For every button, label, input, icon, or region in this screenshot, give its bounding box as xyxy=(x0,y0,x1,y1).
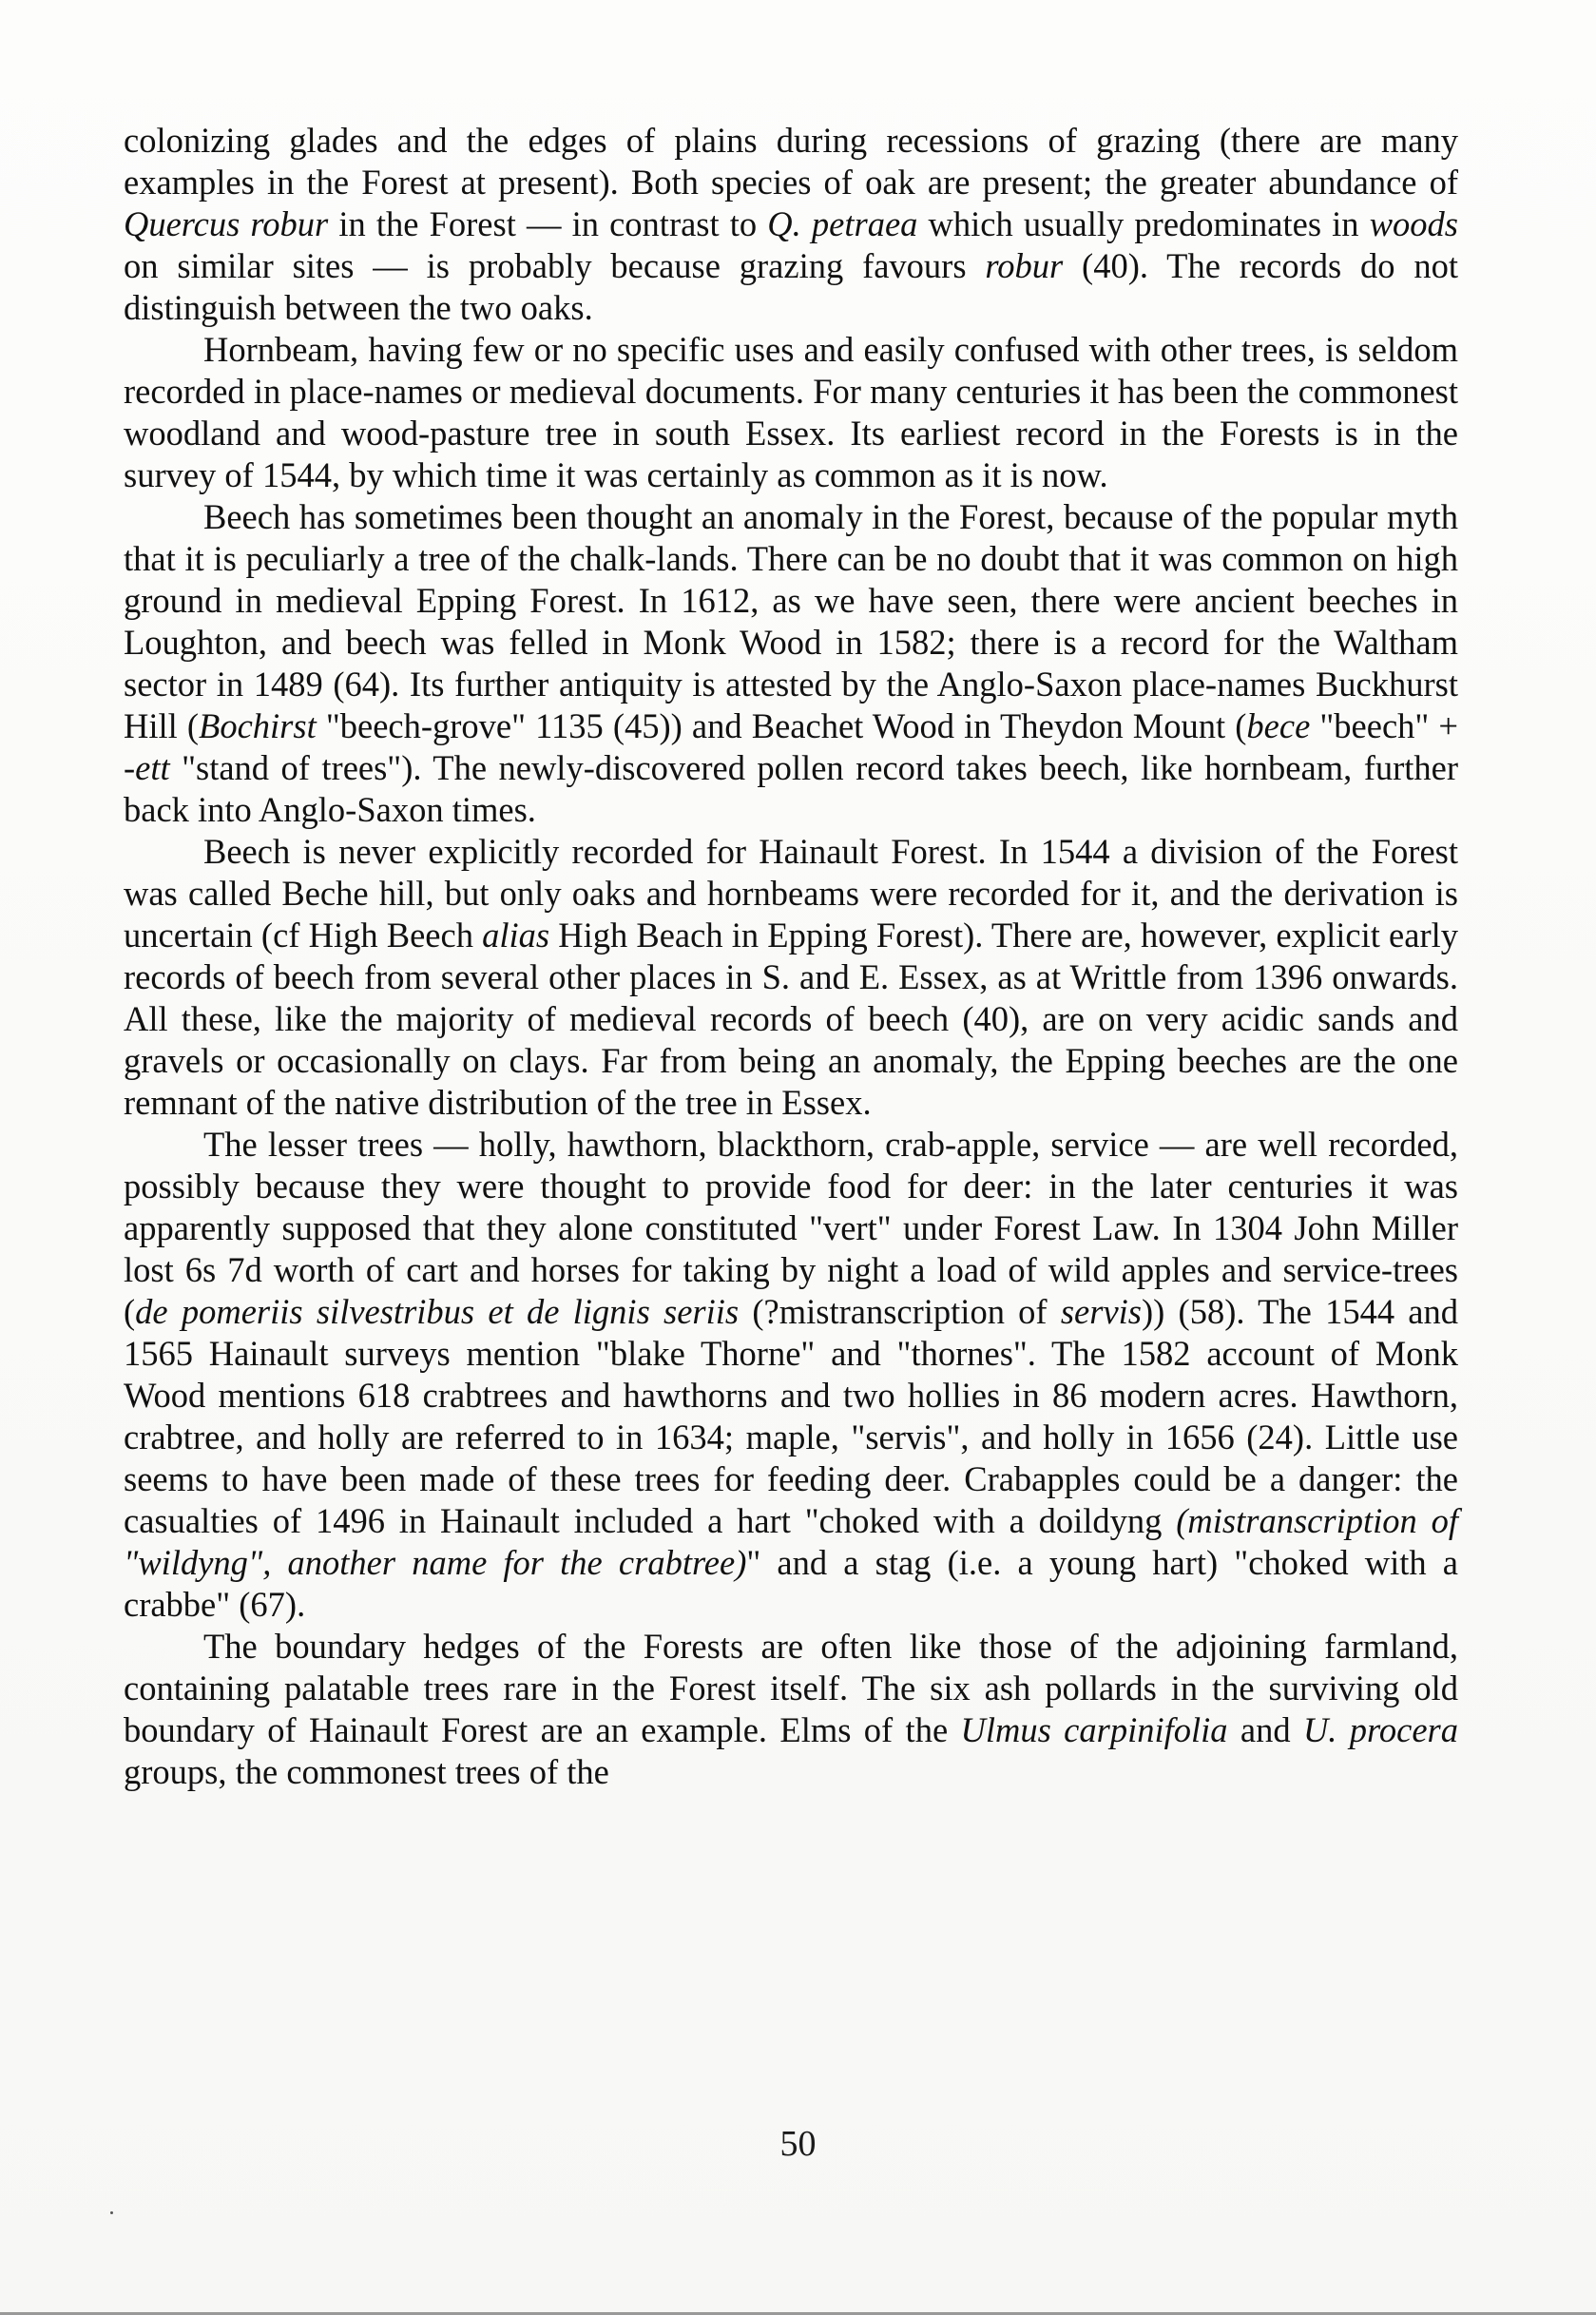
italic-text: de pomeriis silvestribus et de lignis seriis xyxy=(135,1292,740,1331)
italic-text: servis xyxy=(1060,1292,1142,1331)
italic-text: woods xyxy=(1369,204,1458,243)
text-run: Beech has sometimes been thought an anomaly in the Forest, because of the popular myth that it is peculiarly a tree of the chalk-lands. There can be no doubt that it was common on high ground in medieval Epping Forest. In 1612, as we have seen, there were ancient beeches in Loughton, and beech was felled in Monk Wood in 1582; there is a record for the Waltham sector in 1489 (64). Its further antiquity is attested by the Anglo-Saxon place-names Buckhurst Hill ( xyxy=(124,497,1458,745)
italic-text: Quercus robur xyxy=(124,204,329,243)
text-run: "beech-grove" 1135 (45)) and Beachet Wood in Theydon Mount ( xyxy=(316,706,1247,745)
body-text xyxy=(124,120,1458,1793)
page-number: 50 xyxy=(779,2124,817,2164)
italic-text: Bochirst xyxy=(199,706,317,745)
text-run: colonizing glades and the edges of plains during recessions of grazing (there are many examples in the Forest at present). Both species of oak are present; the greater abundance of xyxy=(124,121,1458,202)
text-run: "beech" + xyxy=(1310,706,1458,745)
text-run: Beech is never explicitly recorded for Hainault Forest. In 1544 a division of the Forest was called Beche hill, but only oaks and hornbeams were recorded for it, and the derivation is uncertain (cf High Beech xyxy=(124,832,1458,955)
italic-text: alias xyxy=(482,916,550,955)
italic-text: (mistranscription of "wildyng", another name for the crabtree) xyxy=(124,1501,1458,1582)
paragraph-lesser-trees xyxy=(124,1124,1458,1626)
text-run: The lesser trees — holly, hawthorn, blackthorn, crab-apple, service — are well recorded, possibly because they were thought to provide food for deer: in the later centuries it was apparently supposed that they alone constituted "vert" under Forest Law. In 1304 John Miller lost 6s 7d worth of cart and horses for taking by night a load of wild apples and service-trees ( xyxy=(124,1125,1458,1331)
italic-text: U. procera xyxy=(1302,1710,1458,1749)
paragraph-oaks xyxy=(124,120,1458,329)
text-run: "stand of trees"). The newly-discovered pollen record takes beech, like hornbeam, further back into Anglo-Saxon times. xyxy=(124,748,1458,829)
text-run: " and a stag (i.e. a young hart) "choked with a crabbe" (67). xyxy=(124,1543,1458,1624)
text-run: which usually predominates in xyxy=(917,204,1370,243)
italic-text: bece xyxy=(1246,706,1311,745)
paragraph-boundary-hedges xyxy=(124,1626,1458,1793)
paper-speck xyxy=(110,2211,113,2214)
text-run: in the Forest — in contrast to xyxy=(328,204,768,243)
text-run: and xyxy=(1227,1710,1303,1749)
text-run: on similar sites — is probably because grazing favours xyxy=(124,246,986,285)
text-run: (40). The records do not distinguish between the two oaks. xyxy=(124,246,1459,327)
paragraph-beech-epping xyxy=(124,496,1458,831)
text-run: The boundary hedges of the Forests are often like those of the adjoining farmland, containing palatable trees rare in the Forest itself. The six ash pollards in the surviving old boundary of Hainault Forest are an example. Elms of the xyxy=(124,1627,1458,1749)
italic-text: Ulmus carpinifolia xyxy=(960,1710,1228,1749)
paragraph-hornbeam xyxy=(124,329,1458,496)
text-run: )) (58). The 1544 and 1565 Hainault surveys mention "blake Thorne" and "thornes". The 1582 account of Monk Wood mentions 618 crabtrees and hawthorns and two hollies in 86 modern acres. Hawthorn, crabtree, and holly are referred to in 1634; maple, "servis", and holly in 1656 (24). Little use seems to have been made of these trees for feeding deer. Crabapples could be a danger: the casualties of 1496 in Hainault included a hart "choked with a doildyng xyxy=(124,1292,1459,1540)
text-run: High Beach in Epping Forest). There are, however, explicit early records of beech from several other places in S. and E. Essex, as at Writtle from 1396 onwards. All these, like the majority of medieval records of beech (40), are on very acidic sands and gravels or occasionally on clays. Far from being an anomaly, the Epping beeches are the one remnant of the native distribution of the tree in Essex. xyxy=(124,916,1458,1122)
italic-text: Q. petraea xyxy=(767,204,918,243)
text-run: Hornbeam, having few or no specific uses and easily confused with other trees, is seldom recorded in place-names or medieval documents. For many centuries it has been the commonest woodland and wood-pasture tree in south Essex. Its earliest record in the Forests is in the survey of 1544, by which time it was certainly as common as it is now. xyxy=(124,330,1458,494)
italic-text: -ett xyxy=(124,748,170,787)
italic-text: robur xyxy=(985,246,1064,285)
text-run: (?mistranscription of xyxy=(739,1292,1061,1331)
text-run: groups, the commonest trees of the xyxy=(124,1752,609,1791)
paragraph-beech-hainault xyxy=(124,831,1458,1124)
